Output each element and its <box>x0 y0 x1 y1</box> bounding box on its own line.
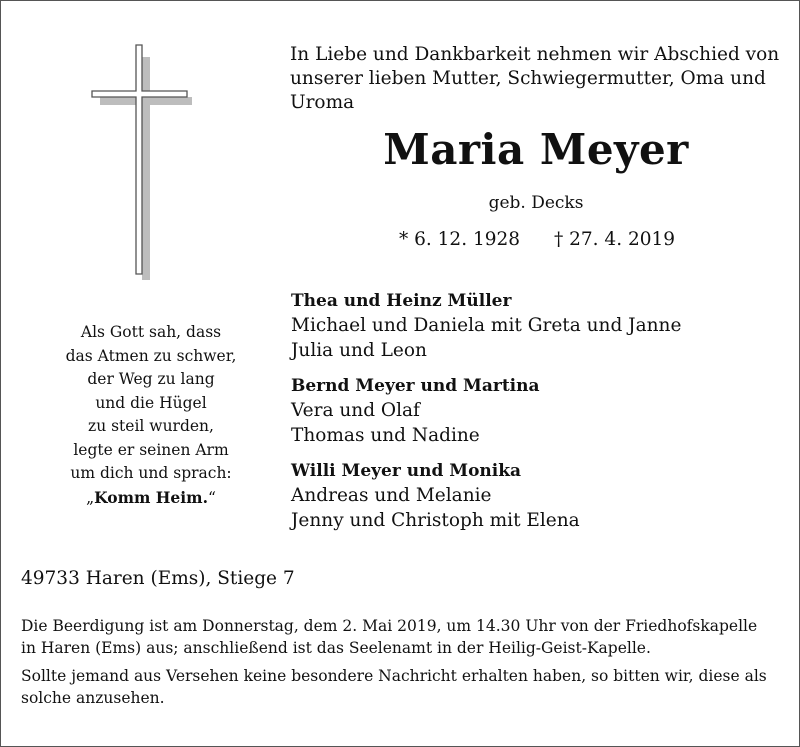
death-date: † 27. 4. 2019 <box>554 229 676 250</box>
poem-line: um dich und sprach: <box>70 464 232 482</box>
family-member: Jenny und Christoph mit Elena <box>291 510 580 531</box>
cross-shadow-horizontal <box>100 97 192 105</box>
quote-open: „ <box>86 488 95 507</box>
family-head: Thea und Heinz Müller <box>291 291 512 311</box>
quote-text: Komm Heim. <box>94 487 208 507</box>
family-group <box>291 459 781 533</box>
notice-line-2: solche anzusehen. <box>21 689 165 707</box>
poem-line: zu steil wurden, <box>88 417 214 435</box>
intro-line-2: unserer lieben Mutter, Schwiegermutter, Oma und Uroma <box>290 68 766 113</box>
family-member: Michael und Daniela mit Greta und Janne <box>291 315 682 336</box>
poem-line: Als Gott sah, dass <box>80 323 222 341</box>
cross-outline <box>92 45 187 274</box>
quote-close: “ <box>207 488 216 507</box>
funeral-line-2: in Haren (Ems) aus; anschließend ist das Seelenamt in der Heilig-Geist-Kapelle. <box>21 639 651 657</box>
poem <box>41 321 261 510</box>
family-member: Julia und Leon <box>291 340 427 361</box>
notification-notice <box>21 665 783 709</box>
birth-date: * 6. 12. 1928 <box>399 229 521 250</box>
family-member: Thomas und Nadine <box>291 425 480 446</box>
birth-name: geb. Decks <box>488 193 584 213</box>
family-head: Bernd Meyer und Martina <box>291 376 540 396</box>
family-member: Vera und Olaf <box>291 400 420 421</box>
funeral-notice <box>21 615 783 659</box>
funeral-line-1: Die Beerdigung ist am Donnerstag, dem 2. Mai 2019, um 14.30 Uhr von der Friedhofskapelle <box>21 617 758 635</box>
deceased-name: Maria Meyer <box>383 125 689 174</box>
poem-line: das Atmen zu schwer, <box>65 346 237 365</box>
cross-icon <box>86 41 201 286</box>
poem-quote <box>41 486 261 511</box>
mourners-list <box>291 289 781 544</box>
family-member: Andreas und Melanie <box>291 485 492 506</box>
poem-line: der Weg zu lang <box>87 370 215 388</box>
intro-text <box>290 43 780 115</box>
address: 49733 Haren (Ems), Stiege 7 <box>21 568 295 589</box>
poem-line: legte er seinen Arm <box>73 440 229 459</box>
family-group <box>291 374 781 448</box>
poem-line: und die Hügel <box>95 393 207 412</box>
notice-line-1: Sollte jemand aus Versehen keine besondere Nachricht erhalten haben, so bitten wir, diese als <box>21 667 767 685</box>
intro-line-1: In Liebe und Dankbarkeit nehmen wir Abschied von <box>290 44 780 65</box>
family-group <box>291 289 781 363</box>
family-head: Willi Meyer und Monika <box>291 461 522 481</box>
